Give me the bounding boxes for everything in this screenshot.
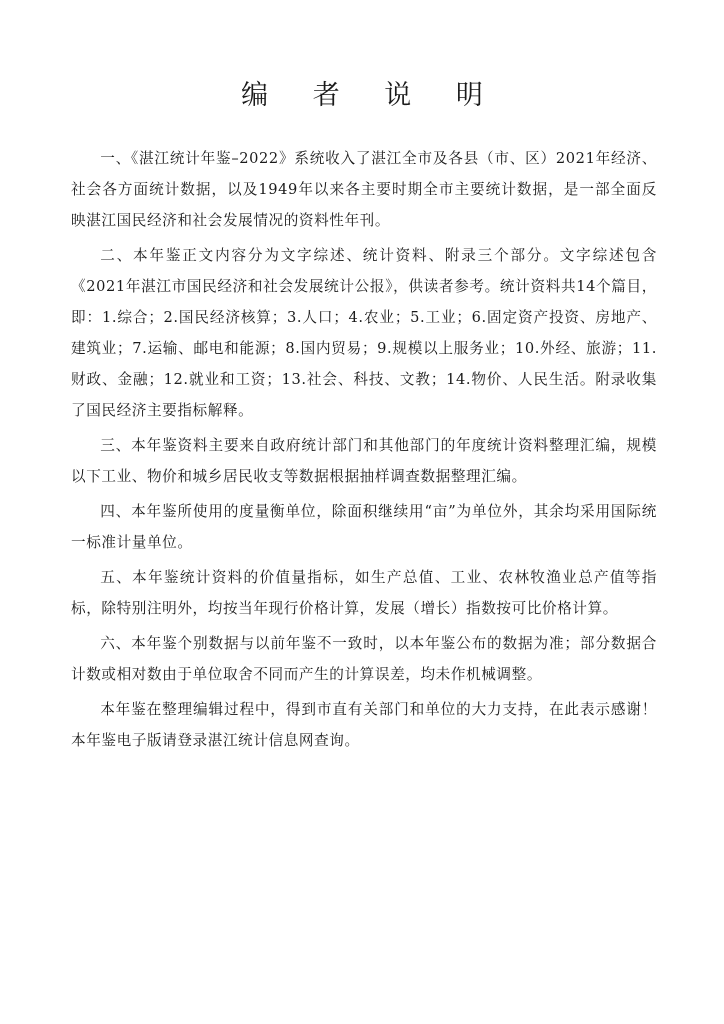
paragraph-2: 二、本年鉴正文内容分为文字综述、统计资料、附录三个部分。文字综述包含《2021年湛江市国民经济和社会发展统计公报》，供读者参考。统计资料共14个篇目，即：1.综合；2.国民经济核算；3.人口；4.农业；5.工业；6.固定资产投资、房地产、建筑业；7.运输、邮电和能源；8.国内贸易；9.规模以上服务业；10.外经、旅游；11.财政、金融；12.就业和工资；13.社会、科技、文教；14.物价、人民生活。附录收集了国民经济主要指标解释。 <box>71 247 657 419</box>
paragraph-1: 一、《湛江统计年鉴–2022》系统收入了湛江全市及各县（市、区）2021年经济、社会各方面统计数据，以及1949年以来各主要时期全市主要统计数据，是一部全面反映湛江国民经济和社会发展情况的资料性年刊。 <box>71 150 657 229</box>
paragraph-4: 四、本年鉴所使用的度量衡单位，除面积继续用“亩”为单位外，其余均采用国际统一标准计量单位。 <box>71 503 657 551</box>
document-body <box>71 143 657 760</box>
paragraph-6: 六、本年鉴个别数据与以前年鉴不一致时，以本年鉴公布的数据为准；部分数据合计数或相对数由于单位取舍不同而产生的计算误差，均未作机械调整。 <box>71 635 657 683</box>
page-title: 编 者 说 明 <box>241 80 501 111</box>
paragraph-7: 本年鉴在整理编辑过程中，得到市直有关部门和单位的大力支持，在此表示感谢！本年鉴电子版请登录湛江统计信息网查询。 <box>71 701 657 749</box>
paragraph-3: 三、本年鉴资料主要来自政府统计部门和其他部门的年度统计资料整理汇编，规模以下工业、物价和城乡居民收支等数据根据抽样调查数据整理汇编。 <box>71 437 657 485</box>
paragraph-5: 五、本年鉴统计资料的价值量指标，如生产总值、工业、农林牧渔业总产值等指标，除特别注明外，均按当年现行价格计算，发展（增长）指数按可比价格计算。 <box>71 569 657 617</box>
